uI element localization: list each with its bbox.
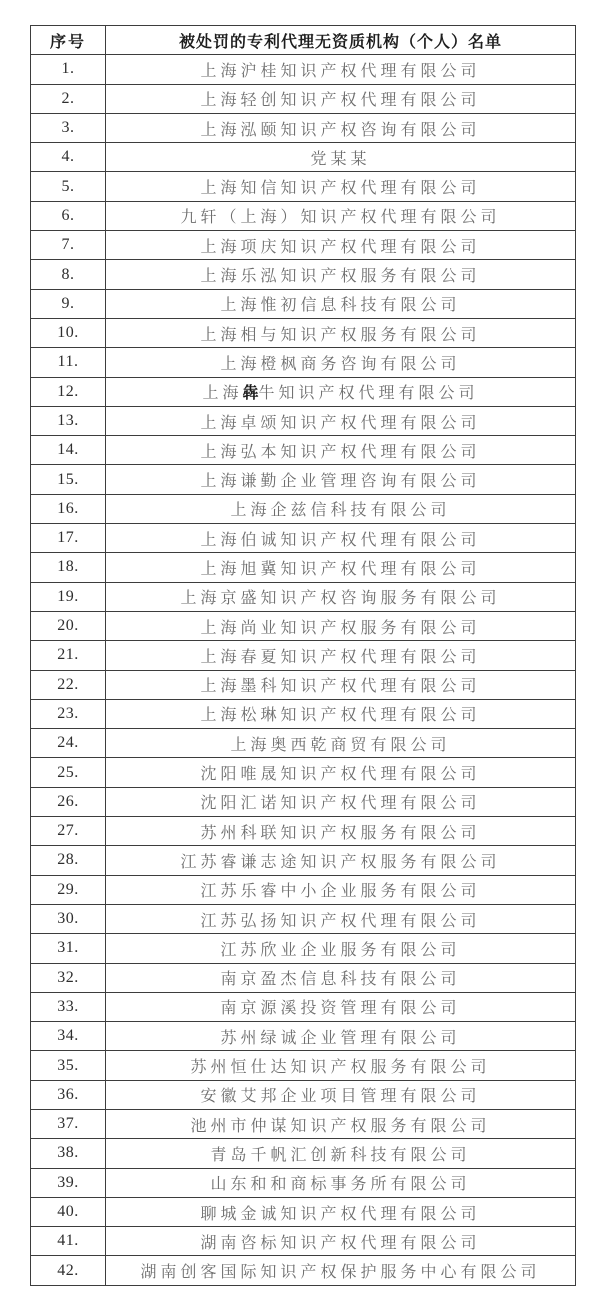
company-name: 青岛千帆汇创新科技有限公司 — [106, 1139, 576, 1168]
company-name: 苏州恒仕达知识产权服务有限公司 — [106, 1051, 576, 1080]
serial-number-cell: 40. — [31, 1197, 106, 1226]
column-header-list-title: 被处罚的专利代理无资质机构（个人）名单 — [106, 26, 576, 55]
company-name: 上海橙枫商务咨询有限公司 — [106, 348, 576, 377]
serial-number-cell: 32. — [31, 963, 106, 992]
serial-number-cell: 12. — [31, 377, 106, 406]
serial-number-cell: 4. — [31, 143, 106, 172]
serial-number-cell: 10. — [31, 318, 106, 347]
company-name: 江苏睿谦志途知识产权服务有限公司 — [106, 846, 576, 875]
company-name: 苏州科联知识产权服务有限公司 — [106, 817, 576, 846]
serial-number-cell: 14. — [31, 436, 106, 465]
table-row — [31, 55, 576, 84]
company-name: 苏州绿诚企业管理有限公司 — [106, 1022, 576, 1051]
table-row — [31, 260, 576, 289]
table-row — [31, 1022, 576, 1051]
table-row — [31, 1139, 576, 1168]
serial-number-cell: 35. — [31, 1051, 106, 1080]
serial-number-cell: 31. — [31, 934, 106, 963]
serial-number-cell: 26. — [31, 787, 106, 816]
table-row — [31, 1227, 576, 1256]
company-name: 南京源溪投资管理有限公司 — [106, 992, 576, 1021]
serial-number-cell: 25. — [31, 758, 106, 787]
company-name: 上海相与知识产权服务有限公司 — [106, 318, 576, 347]
serial-number-cell: 24. — [31, 729, 106, 758]
company-name: 江苏乐睿中小企业服务有限公司 — [106, 875, 576, 904]
company-name: 江苏弘扬知识产权代理有限公司 — [106, 904, 576, 933]
table-row — [31, 963, 576, 992]
table-row — [31, 846, 576, 875]
table-row — [31, 1256, 576, 1285]
table-row — [31, 231, 576, 260]
table-row — [31, 611, 576, 640]
table-row — [31, 699, 576, 728]
table-row — [31, 348, 576, 377]
table-row — [31, 84, 576, 113]
serial-number-cell: 22. — [31, 670, 106, 699]
serial-number-cell: 6. — [31, 201, 106, 230]
company-name: 上海惟初信息科技有限公司 — [106, 289, 576, 318]
company-name: 上海弘本知识产权代理有限公司 — [106, 436, 576, 465]
serial-number-cell: 37. — [31, 1109, 106, 1138]
table-row — [31, 494, 576, 523]
table-row — [31, 582, 576, 611]
table-row — [31, 1168, 576, 1197]
serial-number-cell: 11. — [31, 348, 106, 377]
serial-number-cell: 16. — [31, 494, 106, 523]
table-row — [31, 201, 576, 230]
serial-number-cell: 42. — [31, 1256, 106, 1285]
company-name: 上海奥西乾商贸有限公司 — [106, 729, 576, 758]
serial-number-cell: 13. — [31, 406, 106, 435]
company-name: 上海知信知识产权代理有限公司 — [106, 172, 576, 201]
table-row — [31, 377, 576, 406]
serial-number-cell: 41. — [31, 1227, 106, 1256]
company-name: 上海墨科知识产权代理有限公司 — [106, 670, 576, 699]
table-row — [31, 992, 576, 1021]
serial-number-cell: 19. — [31, 582, 106, 611]
table-row — [31, 787, 576, 816]
company-name: 湖南创客国际知识产权保护服务中心有限公司 — [106, 1256, 576, 1285]
table-row — [31, 670, 576, 699]
table-row — [31, 436, 576, 465]
company-name: 上海项庆知识产权代理有限公司 — [106, 231, 576, 260]
company-name: 池州市仲谋知识产权服务有限公司 — [106, 1109, 576, 1138]
company-name: 上海京盛知识产权咨询服务有限公司 — [106, 582, 576, 611]
company-name: 上海尚业知识产权服务有限公司 — [106, 611, 576, 640]
company-name: 安徽艾邦企业项目管理有限公司 — [106, 1080, 576, 1109]
table-row — [31, 553, 576, 582]
table-row — [31, 465, 576, 494]
serial-number-cell: 9. — [31, 289, 106, 318]
company-name: 九轩（上海）知识产权代理有限公司 — [106, 201, 576, 230]
company-name: 山东和和商标事务所有限公司 — [106, 1168, 576, 1197]
company-name: 上海春夏知识产权代理有限公司 — [106, 641, 576, 670]
serial-number-cell: 7. — [31, 231, 106, 260]
table-row — [31, 524, 576, 553]
company-name: 上海伯诚知识产权代理有限公司 — [106, 524, 576, 553]
table-row — [31, 1197, 576, 1226]
serial-number-cell: 28. — [31, 846, 106, 875]
serial-number-cell: 17. — [31, 524, 106, 553]
table-row — [31, 729, 576, 758]
serial-number-cell: 38. — [31, 1139, 106, 1168]
serial-number-cell: 20. — [31, 611, 106, 640]
company-name: 上海谦勤企业管理咨询有限公司 — [106, 465, 576, 494]
table-header-row — [31, 26, 576, 55]
table-row — [31, 875, 576, 904]
company-name: 聊城金诚知识产权代理有限公司 — [106, 1197, 576, 1226]
company-name: 湖南咨标知识产权代理有限公司 — [106, 1227, 576, 1256]
company-name: 上海乐泓知识产权服务有限公司 — [106, 260, 576, 289]
table-row — [31, 113, 576, 142]
serial-number-cell: 2. — [31, 84, 106, 113]
company-name: 沈阳唯晟知识产权代理有限公司 — [106, 758, 576, 787]
serial-number-cell: 3. — [31, 113, 106, 142]
table-row — [31, 641, 576, 670]
table-row — [31, 1051, 576, 1080]
table-row — [31, 406, 576, 435]
company-name: 上海犇牛知识产权代理有限公司 — [106, 377, 576, 406]
penalized-agencies-table — [30, 25, 576, 1286]
company-name: 上海沪桂知识产权代理有限公司 — [106, 55, 576, 84]
company-name: 上海卓颂知识产权代理有限公司 — [106, 406, 576, 435]
table-row — [31, 143, 576, 172]
serial-number-cell: 39. — [31, 1168, 106, 1197]
company-name: 江苏欣业企业服务有限公司 — [106, 934, 576, 963]
company-name: 南京盈杰信息科技有限公司 — [106, 963, 576, 992]
serial-number-cell: 21. — [31, 641, 106, 670]
company-name: 上海泓颐知识产权咨询有限公司 — [106, 113, 576, 142]
table-row — [31, 1109, 576, 1138]
serial-number-cell: 29. — [31, 875, 106, 904]
serial-number-cell: 18. — [31, 553, 106, 582]
serial-number-cell: 23. — [31, 699, 106, 728]
table-row — [31, 318, 576, 347]
serial-number-cell: 33. — [31, 992, 106, 1021]
table-row — [31, 817, 576, 846]
column-header-serial-number: 序号 — [31, 26, 106, 55]
company-name: 上海松琳知识产权代理有限公司 — [106, 699, 576, 728]
table-row — [31, 289, 576, 318]
serial-number-cell: 27. — [31, 817, 106, 846]
table-row — [31, 758, 576, 787]
company-name: 上海轻创知识产权代理有限公司 — [106, 84, 576, 113]
company-name: 上海企兹信科技有限公司 — [106, 494, 576, 523]
company-name: 沈阳汇诺知识产权代理有限公司 — [106, 787, 576, 816]
table-row — [31, 1080, 576, 1109]
serial-number-cell: 1. — [31, 55, 106, 84]
table-row — [31, 904, 576, 933]
company-name: 上海旭冀知识产权代理有限公司 — [106, 553, 576, 582]
serial-number-cell: 15. — [31, 465, 106, 494]
table-row — [31, 934, 576, 963]
serial-number-cell: 36. — [31, 1080, 106, 1109]
table-body — [31, 55, 576, 1285]
company-name: 党某某 — [106, 143, 576, 172]
serial-number-cell: 34. — [31, 1022, 106, 1051]
serial-number-cell: 30. — [31, 904, 106, 933]
serial-number-cell: 8. — [31, 260, 106, 289]
serial-number-cell: 5. — [31, 172, 106, 201]
table-row — [31, 172, 576, 201]
